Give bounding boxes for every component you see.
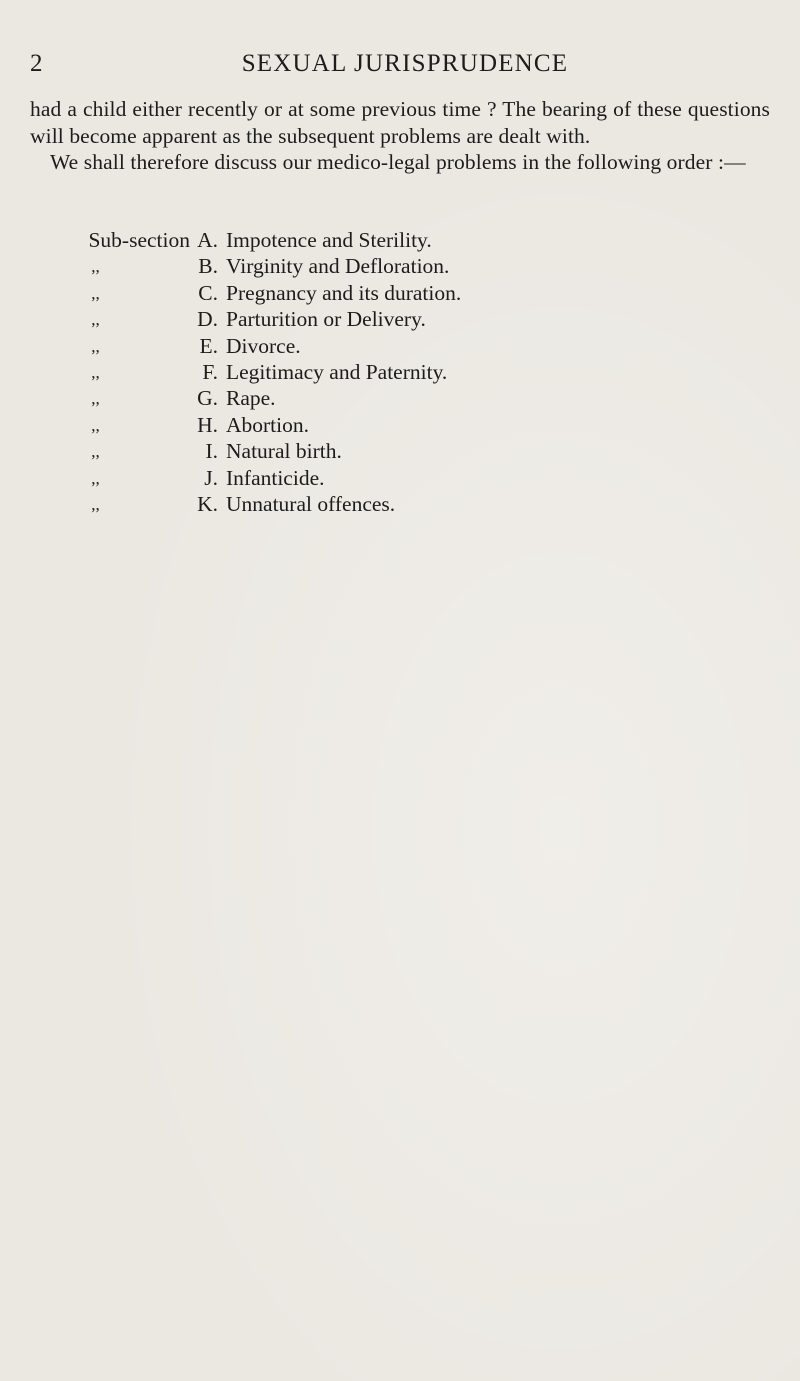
list-item (58, 385, 678, 411)
subsection-title: Rape. (226, 386, 276, 411)
subsection-letter: B. (198, 254, 218, 279)
subsection-title: Legitimacy and Paternity. (226, 359, 448, 384)
list-item (58, 359, 678, 385)
subsection-letter: G. (197, 386, 218, 411)
subsection-title: Natural birth. (226, 439, 342, 464)
subsection-list (58, 227, 678, 517)
subsection-letter: H. (197, 412, 218, 437)
paragraph-continuation: had a child either recently or at some previous time ? The bearing of these questions will become apparent as the subsequent problems are dealt with. (30, 97, 770, 148)
list-item (58, 412, 678, 438)
page-number: 2 (30, 50, 43, 77)
ditto-mark: ,, (91, 310, 100, 330)
list-item (58, 491, 678, 517)
subsection-letter: I. (205, 439, 218, 464)
subsection-title: Impotence and Sterility. (226, 228, 432, 252)
list-item (58, 227, 678, 253)
list-item (58, 465, 678, 491)
ditto-mark: ,, (91, 389, 100, 409)
subsection-letter: E. (199, 333, 218, 358)
list-item (58, 438, 678, 464)
page-header (30, 50, 770, 84)
ditto-mark: ,, (91, 494, 100, 514)
subsection-letter: K. (197, 491, 218, 516)
ditto-mark: ,, (91, 415, 100, 435)
ditto-mark: ,, (91, 362, 100, 382)
list-item (58, 306, 678, 332)
subsection-title: Abortion. (226, 412, 310, 437)
list-item (58, 280, 678, 306)
subsection-letter: D. (197, 307, 218, 332)
subsection-title: Unnatural offences. (226, 491, 396, 516)
running-head: SEXUAL JURISPRUDENCE (241, 50, 569, 77)
subsection-title: Parturition or Delivery. (226, 307, 426, 332)
ditto-mark: ,, (91, 257, 100, 277)
body-text (30, 96, 770, 176)
subsection-letter: A. (197, 228, 218, 252)
ditto-mark: ,, (91, 336, 100, 356)
subsection-title: Virginity and Defloration. (226, 254, 450, 279)
ditto-mark: ,, (91, 283, 100, 303)
subsection-letter: F. (202, 359, 218, 384)
subsection-title: Pregnancy and its duration. (226, 280, 462, 305)
subsection-title: Divorce. (226, 333, 301, 358)
ditto-mark: ,, (91, 468, 100, 488)
subsection-title: Infanticide. (226, 465, 325, 490)
subsection-prefix: Sub-section (88, 228, 190, 252)
subsection-letter: C. (198, 280, 218, 305)
list-item (58, 333, 678, 359)
list-item (58, 253, 678, 279)
ditto-mark: ,, (91, 442, 100, 462)
subsection-letter: J. (204, 465, 218, 490)
paragraph-order-intro: We shall therefore discuss our medico-legal problems in the following order :— (50, 150, 746, 174)
